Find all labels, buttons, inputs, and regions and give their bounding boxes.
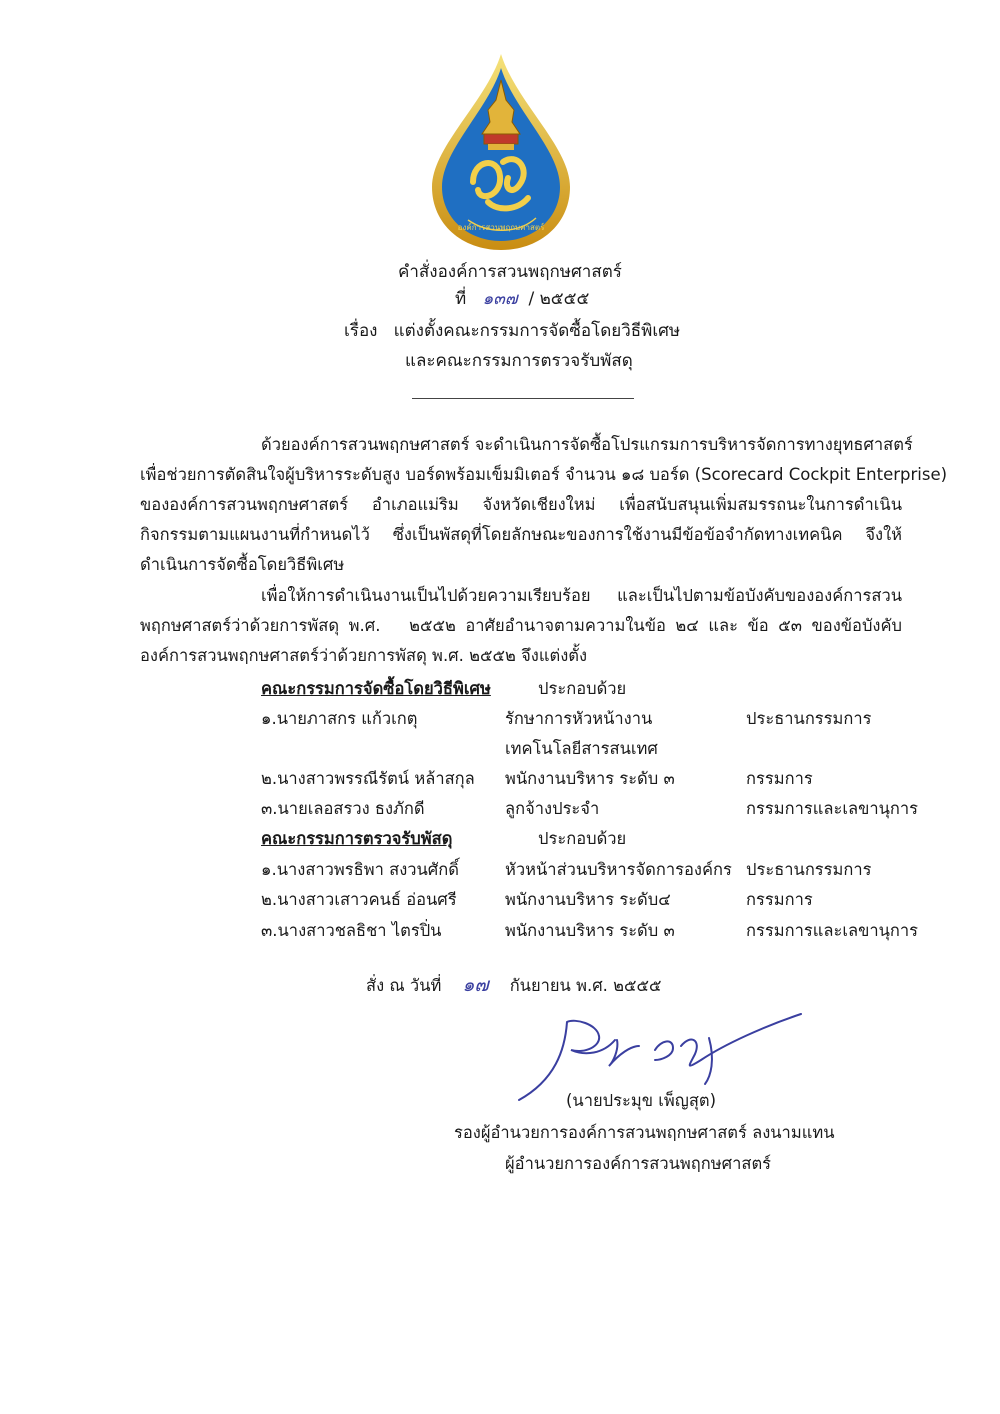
subject-text-2: และคณะกรรมการตรวจรับพัสดุ [405,351,633,371]
paragraph-1-line-2: เพื่อช่วยการตัดสินใจผู้บริหารระดับสูง บอร์ดพร้อมเข็มมิเตอร์ จำนวน ๑๘ บอร์ด (Scorecard Cockpit Enterprise) [140,465,948,484]
paragraph-1-line-1: ด้วยองค์การสวนพฤกษศาสตร์ จะดำเนินการจัดซื้อโปรแกรมการบริหารจัดการทางยุทธศาสตร์ [261,435,913,454]
committee-2-title: คณะกรรมการตรวจรับพัสดุ [261,829,453,848]
paragraph-2-line-3: องค์การสวนพฤกษศาสตร์ว่าด้วยการพัสดุ พ.ศ. ๒๕๕๒ จึงแต่งตั้ง [140,646,588,665]
c2-member-3-name: ๓.นางสาวชลธิชา ไตรปิ่น [261,921,442,940]
c1-member-1-position-2: เทคโนโลยีสารสนเทศ [505,739,658,758]
signer-title-1: รองผู้อำนวยการองค์การสวนพฤกษศาสตร์ ลงนามแทน [454,1123,835,1142]
logo-seal-text: องค์การสวนพฤกษศาสตร์ [457,223,545,232]
c2-member-1-role: ประธานกรรมการ [746,860,872,879]
committee-1-title: คณะกรรมการจัดซื้อโดยวิธีพิเศษ [261,679,491,698]
c1-member-3-position: ลูกจ้างประจำ [505,799,600,818]
order-date [366,970,662,1000]
order-number [455,285,589,312]
c1-member-2-name: ๒.นางสาวพรรณีรัตน์ หล้าสกุล [261,769,475,788]
number-handwritten: ๑๓๗ [482,289,518,309]
paragraph-2-line-1: เพื่อให้การดำเนินงานเป็นไปด้วยความเรียบร้อย และเป็นไปตามข้อบังคับขององค์การสวน [261,586,902,605]
paragraph-1-line-5: ดำเนินการจัดซื้อโดยวิธีพิเศษ [140,555,345,574]
c1-member-2-role: กรรมการ [746,769,813,788]
subject-text-1: แต่งตั้งคณะกรรมการจัดซื้อโดยวิธีพิเศษ [393,321,681,341]
c1-member-1-role: ประธานกรรมการ [746,709,872,728]
subject-label: เรื่อง [344,321,378,341]
date-rest: กันยายน พ.ศ. ๒๕๕๕ [509,976,662,995]
c2-member-3-position: พนักงานบริหาร ระดับ ๓ [505,921,675,940]
subject-line [344,317,680,344]
c2-member-2-position: พนักงานบริหาร ระดับ๔ [505,890,671,909]
paragraph-1-line-4: กิจกรรมตามแผนงานที่กำหนดไว้ ซึ่งเป็นพัสดุที่โดยลักษณะของการใช้งานมีข้อข้อจำกัดทางเทคนิค จึงให้ [140,525,902,544]
c1-member-1-name: ๑.นายภาสกร แก้วเกตุ [261,709,418,728]
organization-logo [428,52,574,252]
c2-member-2-role: กรรมการ [746,890,813,909]
paragraph-2-line-2: พฤกษศาสตร์ว่าด้วยการพัสดุ พ.ศ. ๒๕๕๒ อาศัยอำนาจตามความในข้อ ๒๔ และ ข้อ ๕๓ ของข้อบังคับ [140,616,902,635]
c1-member-3-name: ๓.นายเลอสรวง ธงภักดี [261,799,425,818]
number-suffix: / ๒๕๕๕ [528,289,590,309]
order-title: คำสั่งองค์การสวนพฤกษศาสตร์ [398,262,622,282]
committee-2-composed: ประกอบด้วย [538,829,627,848]
c2-member-1-name: ๑.นางสาวพรธิพา สงวนศักดิ์ [261,860,459,879]
c1-member-3-role: กรรมการและเลขานุการ [746,799,919,818]
c2-member-2-name: ๒.นางสาวเสาวคนธ์ อ่อนศรี [261,890,457,909]
date-prefix: สั่ง ณ วันที่ [366,976,442,995]
c1-member-1-position: รักษาการหัวหน้างาน [505,709,653,728]
number-prefix: ที่ [455,289,467,309]
c2-member-1-position: หัวหน้าส่วนบริหารจัดการองค์กร [505,860,732,879]
signer-title-2: ผู้อำนวยการองค์การสวนพฤกษศาสตร์ [505,1154,772,1173]
c1-member-2-position: พนักงานบริหาร ระดับ ๓ [505,769,675,788]
date-day-handwritten: ๑๗ [462,974,489,996]
header-divider [412,398,634,399]
c2-member-3-role: กรรมการและเลขานุการ [746,921,919,940]
paragraph-1-line-3: ขององค์การสวนพฤกษศาสตร์ อำเภอแม่ริม จังหวัดเชียงใหม่ เพื่อสนับสนุนเพิ่มสมรรถนะในการดำเนิน [140,495,902,514]
signer-name: (นายประมุข เพ็ญสุต) [566,1091,717,1110]
committee-1-composed: ประกอบด้วย [538,679,627,698]
